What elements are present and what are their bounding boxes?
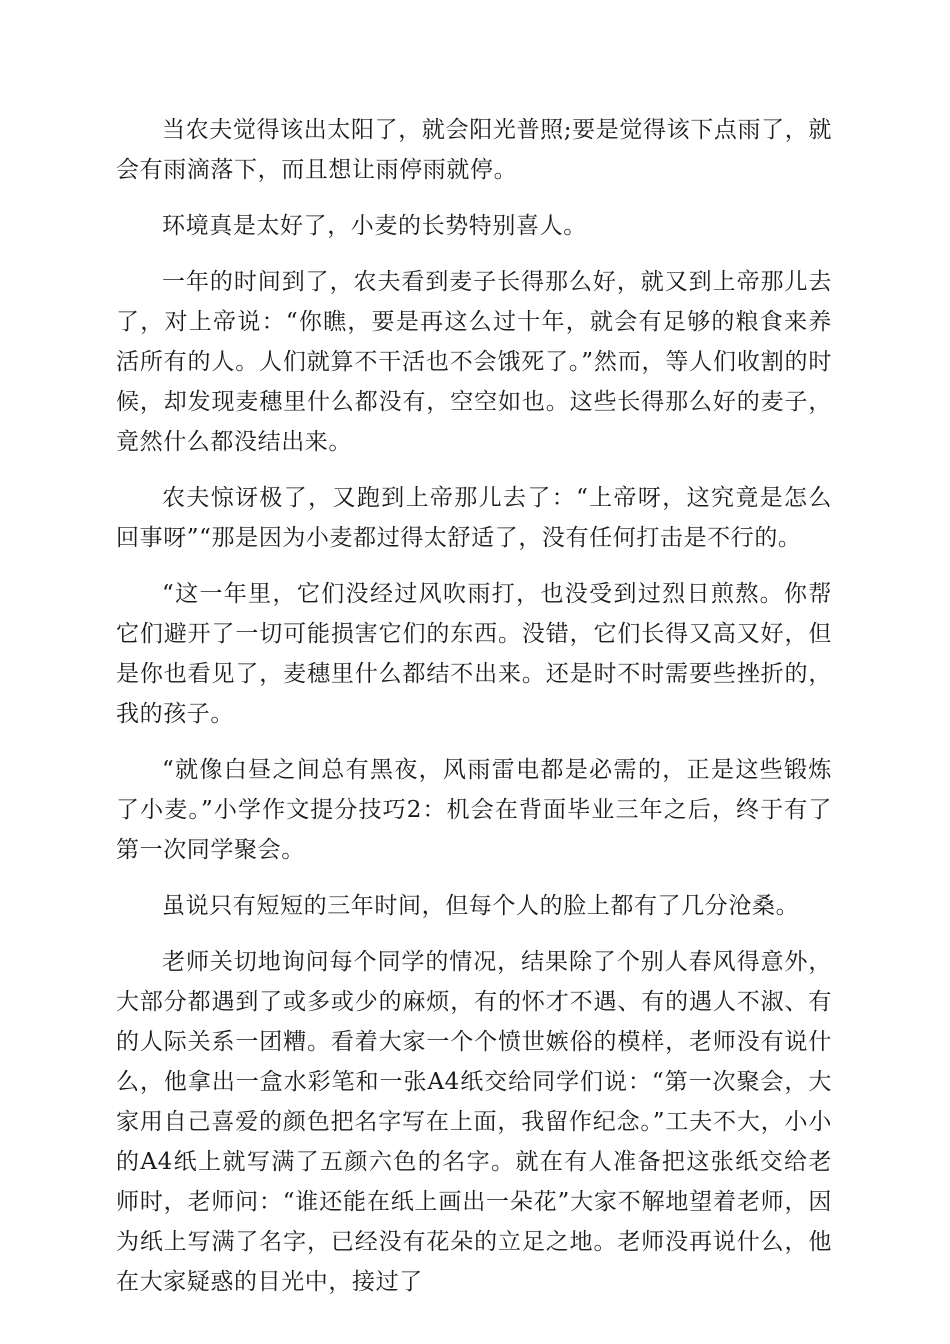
paragraph-6: “就像白昼之间总有黑夜，风雨雷电都是必需的，正是这些锻炼了小麦。”小学作文提分技巧2：机会在背面毕业三年之后，终于有了第一次同学聚会。 [116,757,832,863]
paragraph-3: 一年的时间到了，农夫看到麦子长得那么好，就又到上帝那儿去了，对上帝说：“你瞧，要是再这么过十年，就会有足够的粮食来养活所有的人。人们就算不干活也不会饿死了。”然而，等人们收割的时候，却发现麦穗里什么都没有，空空如也。这些长得那么好的麦子，竟然什么都没结出来。 [116,269,832,455]
paragraph-8: 老师关切地询问每个同学的情况，结果除了个别人春风得意外，大部分都遇到了或多或少的麻烦，有的怀才不遇、有的遇人不淑、有的人际关系一团糟。看着大家一个个愤世嫉俗的模样，老师没有说什么，他拿出一盒水彩笔和一张A4纸交给同学们说：“第一次聚会，大家用自己喜爱的颜色把名字写在上面，我留作纪念。”工夫不大，小小的A4纸上就写满了五颜六色的名字。就在有人准备把这张纸交给老师时，老师问：“谁还能在纸上画出一朵花”大家不解地望着老师，因为纸上写满了名字，已经没有花朵的立足之地。老师没再说什么，他在大家疑惑的目光中，接过了 [116,949,832,1295]
paragraph-7: 虽说只有短短的三年时间，但每个人的脸上都有了几分沧桑。 [162,893,800,919]
paragraph-2: 环境真是太好了，小麦的长势特别喜人。 [162,213,587,239]
document-body [116,110,832,1318]
paragraph-5: “这一年里，它们没经过风吹雨打，也没受到过烈日煎熬。你帮它们避开了一切可能损害它们的东西。没错，它们长得又高又好，但是你也看见了，麦穗里什么都结不出来。还是时不时需要些挫折的，我的孩子。 [116,581,832,727]
paragraph-4: 农夫惊讶极了，又跑到上帝那儿去了：“上帝呀，这究竟是怎么回事呀”“那是因为小麦都过得太舒适了，没有任何打击是不行的。 [116,485,832,551]
paragraph-1: 当农夫觉得该出太阳了，就会阳光普照;要是觉得该下点雨了，就会有雨滴落下，而且想让雨停雨就停。 [116,117,832,183]
